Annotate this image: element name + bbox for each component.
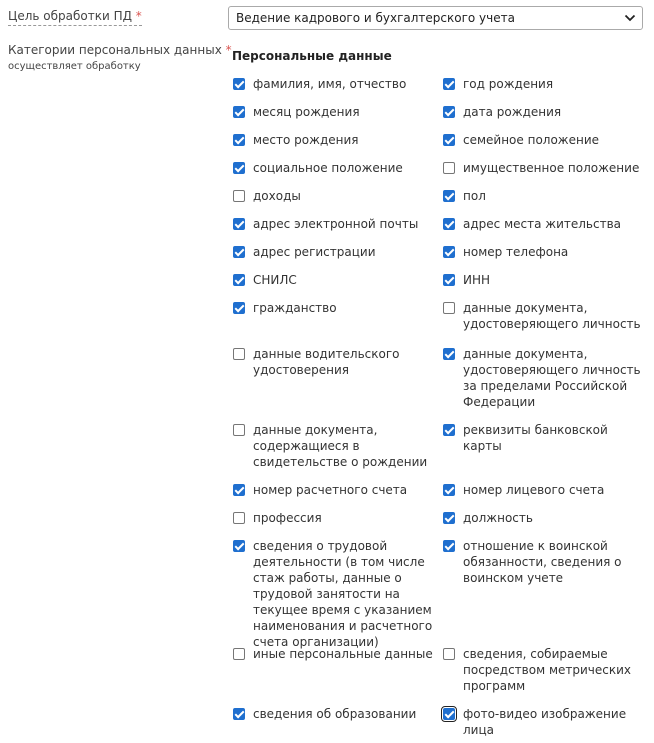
checkbox-item[interactable]	[230, 482, 435, 498]
checkbox[interactable]	[233, 512, 245, 524]
checkbox[interactable]	[233, 348, 245, 360]
checkbox-label: номер телефона	[463, 245, 569, 259]
checkbox-label: иные персональные данные	[253, 647, 433, 661]
checkbox-label: дата рождения	[463, 105, 562, 119]
checkbox-label: социальное положение	[253, 161, 403, 175]
checkbox-item[interactable]	[440, 104, 645, 120]
checkbox-item[interactable]	[440, 132, 645, 148]
checkbox-row	[230, 422, 645, 469]
checkbox-item[interactable]	[440, 646, 645, 694]
checkbox-label: отношение к воинской обязанности, сведения о воинском учете	[463, 539, 622, 585]
checkbox-label: имущественное положение	[463, 161, 640, 175]
checkbox-item[interactable]	[230, 510, 435, 526]
checkbox[interactable]	[233, 424, 245, 436]
checkbox[interactable]	[233, 162, 245, 174]
checkbox-label: семейное положение	[463, 133, 600, 147]
checkbox-item[interactable]	[230, 76, 435, 92]
checkbox[interactable]	[233, 246, 245, 258]
checkbox-label: данные документа, удостоверяющего личность	[463, 301, 641, 331]
checkbox[interactable]	[233, 218, 245, 230]
checkbox[interactable]	[443, 134, 455, 146]
checkbox[interactable]	[443, 512, 455, 524]
section-title: Персональные данные	[232, 49, 392, 63]
checkbox-row	[230, 160, 645, 180]
checkbox-label: доходы	[253, 189, 301, 203]
checkbox[interactable]	[233, 484, 245, 496]
checkbox-label: ИНН	[463, 273, 491, 287]
checkbox-row	[230, 706, 645, 737]
checkbox[interactable]	[443, 484, 455, 496]
checkbox[interactable]	[443, 424, 455, 436]
checkbox-row	[230, 510, 645, 530]
checkbox-row	[230, 646, 645, 693]
checkbox-label: сведения о трудовой деятельности (в том числе стаж работы, данные о трудовой занятости на текущее время с указанием наименования и расчетного счета организации)	[253, 539, 433, 649]
checkbox-label: фамилия, имя, отчество	[253, 77, 407, 91]
checkbox-label: адрес места жительства	[463, 217, 621, 231]
checkbox-item[interactable]	[440, 482, 645, 498]
checkbox[interactable]	[233, 302, 245, 314]
checkbox[interactable]	[233, 190, 245, 202]
checkbox-row	[230, 538, 645, 649]
checkbox-item[interactable]	[230, 244, 435, 260]
checkbox-row	[230, 216, 645, 236]
checkbox-item[interactable]	[440, 216, 645, 232]
checkbox-row	[230, 482, 645, 502]
checkbox-label: год рождения	[463, 77, 554, 91]
checkbox[interactable]	[233, 134, 245, 146]
checkbox-label: данные водительского удостоверения	[253, 347, 400, 377]
checkbox[interactable]	[443, 218, 455, 230]
checkbox[interactable]	[443, 648, 455, 660]
checkbox-label: адрес электронной почты	[253, 217, 419, 231]
checkbox-row	[230, 300, 645, 331]
checkbox[interactable]	[233, 540, 245, 552]
checkbox[interactable]	[443, 540, 455, 552]
checkbox-item[interactable]	[440, 538, 645, 586]
checkbox-label: место рождения	[253, 133, 359, 147]
required-mark: *	[135, 9, 142, 23]
checkbox-item[interactable]	[440, 76, 645, 92]
categories-sublabel: осуществляет обработку	[8, 61, 141, 72]
checkbox[interactable]	[443, 274, 455, 286]
checkbox-label: профессия	[253, 511, 322, 525]
checkbox[interactable]	[233, 78, 245, 90]
checkbox-row	[230, 132, 645, 152]
checkbox-item[interactable]	[440, 706, 645, 738]
checkbox[interactable]	[443, 78, 455, 90]
purpose-select[interactable]	[228, 6, 643, 30]
checkbox-row	[230, 244, 645, 264]
checkbox[interactable]	[443, 302, 455, 314]
checkbox-label: сведения об образовании	[253, 707, 417, 721]
checkbox-item[interactable]	[440, 272, 645, 288]
checkbox-item[interactable]	[440, 300, 645, 332]
checkbox-item[interactable]	[230, 646, 435, 662]
checkbox-item[interactable]	[230, 706, 435, 722]
checkbox-label: СНИЛС	[253, 273, 297, 287]
checkbox[interactable]	[443, 348, 455, 360]
checkbox-label: сведения, собираемые посредством метрических программ	[463, 647, 632, 693]
checkbox-label: данные документа, содержащиеся в свидетельстве о рождении	[253, 423, 428, 469]
checkbox-item[interactable]	[440, 188, 645, 204]
checkbox-label: номер лицевого счета	[463, 483, 605, 497]
checkbox-row	[230, 76, 645, 96]
checkbox[interactable]	[233, 708, 245, 720]
checkbox-row	[230, 272, 645, 292]
purpose-select-value: Ведение кадрового и бухгалтерского учета	[236, 11, 515, 25]
checkbox-item[interactable]	[440, 422, 645, 454]
checkbox-item[interactable]	[440, 244, 645, 260]
checkbox-label: фото-видео изображение лица	[463, 707, 627, 737]
checkbox-item[interactable]	[440, 160, 645, 176]
checkbox-item[interactable]	[230, 160, 435, 176]
checkbox-label: адрес регистрации	[253, 245, 376, 259]
checkbox-row	[230, 104, 645, 124]
checkbox[interactable]	[443, 246, 455, 258]
checkbox-label: должность	[463, 511, 533, 525]
checkbox-item[interactable]	[230, 216, 435, 232]
checkbox-item[interactable]	[440, 346, 645, 410]
purpose-label: Цель обработки ПД *	[8, 9, 142, 26]
checkbox-item[interactable]	[230, 104, 435, 120]
checkbox[interactable]	[443, 162, 455, 174]
checkbox-item[interactable]	[230, 346, 435, 378]
checkbox[interactable]	[443, 190, 455, 202]
checkbox-item[interactable]	[230, 272, 435, 288]
checkbox[interactable]	[233, 274, 245, 286]
categories-label: Категории персональных данных *	[8, 43, 232, 57]
checkbox[interactable]	[443, 106, 455, 118]
checkbox-label: данные документа, удостоверяющего личность за пределами Российской Федерации	[463, 347, 641, 409]
checkbox-label: пол	[463, 189, 486, 203]
checkbox-row	[230, 346, 645, 409]
checkbox-item[interactable]	[230, 538, 435, 650]
checkbox-label: месяц рождения	[253, 105, 360, 119]
checkbox-item[interactable]	[230, 188, 435, 204]
checkbox-label: номер расчетного счета	[253, 483, 408, 497]
checkbox-item[interactable]	[440, 510, 645, 526]
checkbox-item[interactable]	[230, 300, 435, 316]
checkbox-item[interactable]	[230, 422, 435, 470]
checkbox[interactable]	[233, 648, 245, 660]
required-mark: *	[225, 43, 232, 57]
checkbox-label: гражданство	[253, 301, 337, 315]
checkbox-row	[230, 188, 645, 208]
checkbox-item[interactable]	[230, 132, 435, 148]
checkbox[interactable]	[443, 708, 455, 720]
checkbox[interactable]	[233, 106, 245, 118]
chevron-down-icon	[624, 14, 636, 22]
checkbox-label: реквизиты банковской карты	[463, 423, 608, 453]
